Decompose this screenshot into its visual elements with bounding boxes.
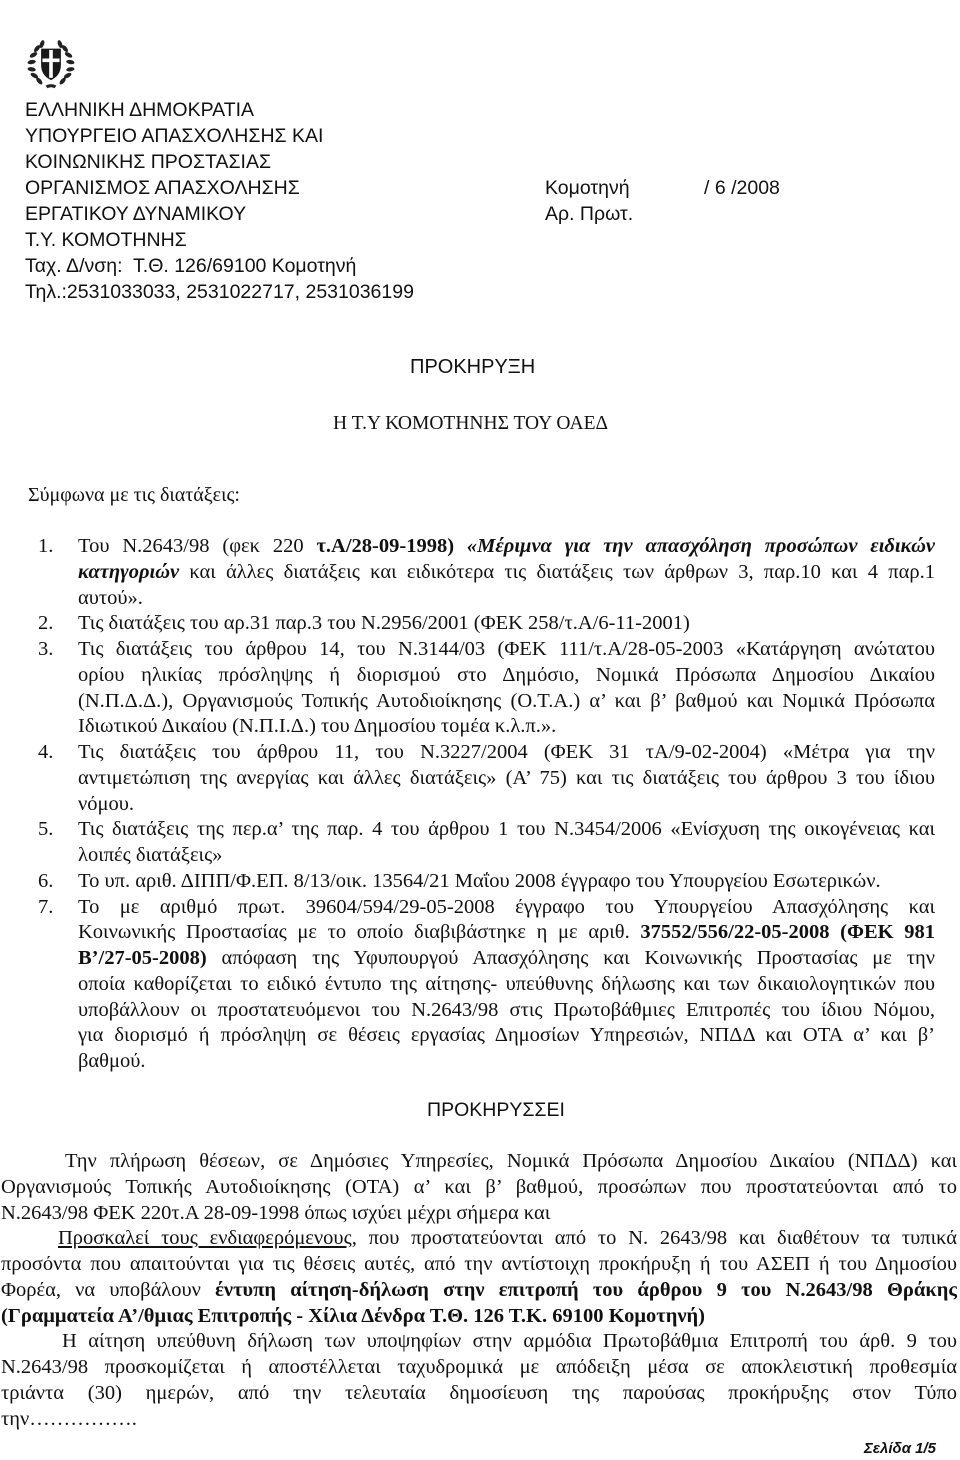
text-line — [78, 895, 935, 921]
text-line — [78, 920, 935, 946]
text-line — [78, 869, 935, 895]
item-number: 2. — [38, 612, 54, 635]
issuing-office: Η Τ.Υ ΚΟΜΟΤΗΝΗΣ ΤΟΥ ΟΑΕΔ — [333, 413, 609, 434]
legal-basis-item — [38, 895, 935, 1075]
text-line — [1, 1329, 957, 1355]
place-label: Κομοτηνή — [545, 177, 630, 199]
legal-basis-item — [38, 534, 935, 611]
text-run: (Ν.Π.Δ.Δ.), Οργανισμούς Τοπικής Αυτοδιοίκησης (Ο.Τ.Α.) α’ και β’ βαθμού και Νομικά Πρόσωπα — [78, 689, 935, 712]
legal-basis-item — [38, 637, 935, 740]
item-number: 6. — [38, 869, 54, 892]
emphasized-text: 37552/556/22-05-2008 (ΦΕΚ 981 — [640, 921, 935, 944]
text-run: αυτού». — [78, 586, 143, 609]
text-run: τριάντα (30) ημερών, από την τελευταία δημοσίευση της παρούσας προκήρυξης στον Τύπο — [1, 1381, 957, 1404]
item-text — [78, 534, 935, 611]
text-line — [1, 1381, 957, 1407]
text-run: ορίου ηλικίας πρόσληψης ή διορισμού στο Δημόσιο, Νομικά Πρόσωπα Δημοσίου Δικαίου — [78, 663, 935, 686]
text-run: αντιμετώπιση της ανεργίας και άλλες διατάξεις» (Α’ 75) και τις διατάξεις του άρθρου 3 του ίδιου — [78, 766, 935, 789]
header-line: Τ.Υ. ΚΟΜΟΤΗΝΗΣ — [25, 229, 187, 251]
document-date: / 6 /2008 — [704, 177, 780, 199]
text-run: για διορισμό ή πρόσληψη σε θέσεις εργασίας Δημοσίων Υπηρεσιών, ΝΠΔΔ και ΟΤΑ α’ και β’ — [78, 1024, 935, 1047]
item-text — [78, 740, 935, 817]
header-line: ΕΛΛΗΝΙΚΗ ΔΗΜΟΚΡΑΤΙΑ — [25, 99, 255, 121]
text-run: Οργανισμούς Τοπικής Αυτοδιοίκησης (ΟΤΑ) α’ και β’ βαθμού, προσώπων που προστατεύονται από το — [1, 1175, 957, 1198]
page-number: Σελίδα 1/5 — [864, 1440, 937, 1457]
item-text — [78, 637, 935, 740]
item-number: 1. — [38, 535, 54, 557]
legal-basis-list — [38, 534, 935, 1075]
text-line — [78, 843, 935, 869]
text-run: οποία καθορίζεται το ειδικό έντυπο της αίτησης- υπεύθυνης δήλωσης και των δικαιολογητικών που — [78, 972, 935, 995]
emphasized-text: «Μέριμνα για την απασχόληση προσώπων ειδικών — [466, 535, 935, 557]
item-number: 3. — [38, 638, 54, 660]
text-line — [78, 611, 935, 637]
header-line: ΚΟΙΝΩΝΙΚΗΣ ΠΡΟΣΤΑΣΙΑΣ — [25, 151, 272, 173]
text-line — [78, 663, 935, 689]
text-run: Τις διατάξεις του άρθρου 11, του Ν.3227/2004 (ΦΕΚ 31 τΑ/9-02-2004) «Μέτρα για την — [78, 741, 935, 763]
text-run: βαθμού. — [78, 1050, 146, 1072]
announcement-body — [1, 1149, 957, 1432]
text-run: Ιδιωτικού Δικαίου (Ν.Π.Ι.Δ.) του Δημοσίου τομέα κ.λ.π.». — [78, 715, 557, 738]
text-run: Ν.2643/98 ΦΕΚ 220τ.Α 28-09-1998 όπως ισχύει μέχρι σήμερα και — [1, 1201, 551, 1224]
text-line — [78, 560, 935, 586]
text-line — [1, 1175, 957, 1201]
text-run: την……………. — [1, 1407, 137, 1430]
text-line — [78, 689, 935, 715]
postal-address: Ταχ. Δ/νση: Τ.Θ. 126/69100 Κομοτηνή — [25, 255, 357, 277]
text-run: Την πλήρωση θέσεων, σε Δημόσιες Υπηρεσίες, Νομικά Πρόσωπα Δημοσίου Δικαίου (ΝΠΔΔ) και — [65, 1150, 957, 1172]
text-line — [78, 714, 935, 740]
text-line — [1, 1252, 957, 1278]
legal-basis-item — [38, 740, 935, 817]
text-run: , που προστατεύονται από το Ν. 2643/98 και διαθέτουν τα τυπικά — [351, 1227, 957, 1250]
text-line — [1, 1226, 957, 1252]
text-line — [78, 637, 935, 663]
emphasized-text: (Γραμματεία Α’/θμιας Επιτροπής - Χίλια Δένδρα Τ.Θ. 126 Τ.Κ. 69100 Κομοτηνή) — [1, 1304, 706, 1327]
announcement-paragraph — [1, 1226, 957, 1329]
text-line — [1, 1149, 957, 1175]
issuer-header — [25, 97, 414, 305]
legal-basis-item — [38, 611, 935, 637]
header-line: ΥΠΟΥΡΓΕΙΟ ΑΠΑΣΧΟΛΗΣΗΣ ΚΑΙ — [25, 125, 324, 147]
text-line — [78, 534, 935, 560]
header-line: ΕΡΓΑΤΙΚΟΥ ΔΥΝΑΜΙΚΟΥ — [25, 203, 247, 225]
text-run: και άλλες διατάξεις και ειδικότερα τις διατάξεις των άρθρων 3, παρ.10 και 4 παρ.1 — [179, 560, 935, 583]
text-line — [78, 972, 935, 998]
legal-basis-item — [38, 817, 935, 869]
item-number: 4. — [38, 741, 54, 763]
text-line — [78, 946, 935, 972]
text-line — [1, 1278, 957, 1304]
text-run: Το με αριθμό πρωτ. 39604/594/29-05-2008 έγγραφο του Υπουργείου Απασχόλησης και — [78, 895, 935, 918]
text-line — [78, 998, 935, 1024]
item-number: 5. — [38, 818, 54, 841]
item-text — [78, 611, 935, 637]
emphasized-text: τ.Α/28-09-1998) — [316, 535, 467, 557]
text-run: Τις διατάξεις του αρ.31 παρ.3 του Ν.2956/2001 (ΦΕΚ 258/τ.Α/6-11-2001) — [78, 612, 690, 635]
item-text — [78, 869, 935, 895]
item-number: 7. — [38, 895, 54, 918]
text-line — [1, 1355, 957, 1381]
text-run: Τις διατάξεις του άρθρου 14, του Ν.3144/03 (ΦΕΚ 111/τ.Α/28-05-2003 «Κατάργηση ανώτατου — [78, 638, 935, 660]
document-title: ΠΡΟΚΗΡΥΞΗ — [410, 356, 536, 378]
proclaim-heading: ΠΡΟΚΗΡΥΣΣΕΙ — [427, 1099, 565, 1121]
text-line — [1, 1304, 957, 1330]
text-line — [1, 1201, 957, 1227]
text-run: προσόντα που απαιτούνται για τις θέσεις αυτές, από την αντίστοιχη προκήρυξη ή του ΑΣΕΠ ή του Δημοσίου — [1, 1253, 957, 1275]
text-line — [78, 740, 935, 766]
text-run: Η αίτηση υπεύθυνη δήλωση των υποψηφίων στην αρμόδια Πρωτοβάθμια Επιτροπή του άρθ. 9 του — [62, 1330, 957, 1353]
text-run: Το υπ. αριθ. ΔΙΠΠ/Φ.ΕΠ. 8/13/οικ. 13564/21 Μαΐου 2008 έγγραφο του Υπουργείου Εσωτερικών. — [78, 869, 881, 892]
text-line — [78, 766, 935, 792]
emphasized-text: κατηγοριών — [78, 560, 180, 583]
text-line — [78, 586, 935, 612]
text-run: Τις διατάξεις της περ.α’ της παρ. 4 του άρθρου 1 του Ν.3454/2006 «Ενίσχυση της οικογένειας και — [78, 818, 935, 841]
text-run: Φορέα, να υποβάλουν — [1, 1278, 216, 1301]
announcement-paragraph — [1, 1149, 957, 1226]
legal-basis-intro: Σύμφωνα με τις διατάξεις: — [28, 484, 240, 506]
text-run: νόμου. — [78, 792, 135, 815]
item-text — [78, 895, 935, 1075]
text-run: Κοινωνικής Προστασίας με το οποίο διαβιβάστηκε η με αριθ. — [78, 921, 641, 944]
item-text — [78, 817, 935, 869]
text-line — [78, 1049, 935, 1075]
announcement-paragraph — [1, 1329, 957, 1432]
emphasized-text: έντυπη αίτηση-δήλωση στην επιτροπή του άρθρου 9 του Ν.2643/98 Θράκης — [215, 1278, 957, 1301]
text-run: Του Ν.2643/98 (φεκ 220 — [78, 535, 317, 557]
text-run: λοιπές διατάξεις» — [78, 844, 223, 866]
text-run: απόφαση της Υφυπουργού Απασχόλησης και Κοινωνικής Προστασίας με την — [206, 947, 935, 969]
underlined-text: Προσκαλεί τους ενδιαφερόμενους — [58, 1227, 352, 1250]
text-line — [78, 792, 935, 818]
text-run: Ν.2643/98 προσκομίζεται ή αποστέλλεται ταχυδρομικά με απόδειξη μέσα σε αποκλειστική προθεσμία — [1, 1356, 957, 1378]
phone-numbers: Τηλ.:2531033033, 2531022717, 2531036199 — [25, 281, 414, 303]
protocol-number-label: Αρ. Πρωτ. — [545, 203, 634, 225]
text-run: υποβάλλουν οι προστατευόμενοι του Ν.2643/98 στις Πρωτοβάθμιες Επιτροπές του ίδιου Νόμου, — [78, 998, 935, 1021]
header-line: ΟΡΓΑΝΙΣΜΟΣ ΑΠΑΣΧΟΛΗΣΗΣ — [25, 177, 300, 199]
emphasized-text: Β’/27-05-2008) — [78, 947, 207, 969]
greek-coat-of-arms-icon — [24, 36, 78, 90]
text-line — [1, 1407, 957, 1433]
legal-basis-item — [38, 869, 935, 895]
text-line — [78, 1023, 935, 1049]
text-line — [78, 817, 935, 843]
